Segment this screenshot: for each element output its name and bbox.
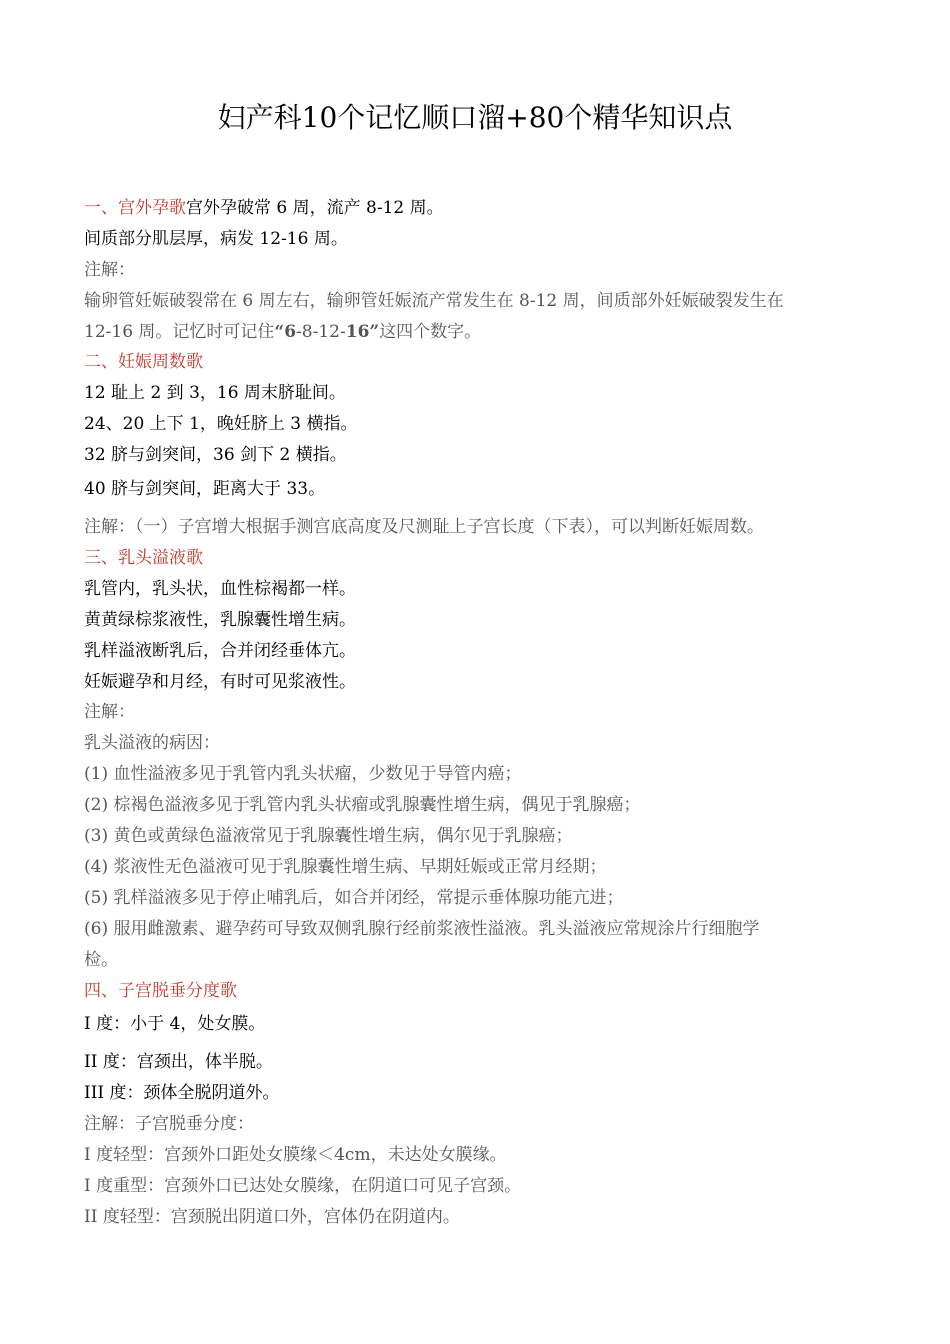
bold-number-16: 16 xyxy=(345,322,370,342)
section-2-verse-line-3: 32 脐与剑突间，36 剑下 2 横指。 xyxy=(84,445,347,465)
section-2-verse-line-4: 40 脐与剑突间，距离大于 33。 xyxy=(84,479,326,499)
quote-close: ” xyxy=(369,322,380,342)
section-1-verse-line-2: 间质部分肌层厚，病发 12-16 周。 xyxy=(84,229,348,249)
section-1-heading: 一、宫外孕歌 xyxy=(84,198,186,218)
note-text-a: 12-16 周。记忆时可记住 xyxy=(84,322,275,342)
cause-list-item-5: (5) 乳样溢液多见于停止哺乳后，如合并闭经，常提示垂体腺功能亢进； xyxy=(84,888,624,908)
cause-list-item-3: (3) 黄色或黄绿色溢液常见于乳腺囊性增生病，偶尔见于乳腺癌； xyxy=(84,826,573,846)
cause-list-item-4: (4) 浆液性无色溢液可见于乳腺囊性增生病、早期妊娠或正常月经期； xyxy=(84,857,607,877)
cause-list-item-6-continued: 检。 xyxy=(84,950,118,970)
section-1-verse-line-1 xyxy=(84,196,864,220)
section-2-verse-line-1: 12 耻上 2 到 3，16 周末脐耻间。 xyxy=(84,383,346,403)
section-1-note-line-1: 输卵管妊娠破裂常在 6 周左右，输卵管妊娠流产常发生在 8-12 周，间质部外妊娠破裂发生在 xyxy=(84,291,784,311)
quote-open: “ xyxy=(274,322,285,342)
section-2-verse-line-2: 24、20 上下 1，晚妊脐上 3 横指。 xyxy=(84,414,358,434)
section-3-verse-line-2: 黄黄绿棕浆液性，乳腺囊性增生病。 xyxy=(84,610,356,630)
note-text-c: 这四个数字。 xyxy=(379,322,482,342)
section-4-verse-line-1: I 度：小于 4，处女膜。 xyxy=(84,1014,266,1034)
section-3-verse-line-1: 乳管内，乳头状，血性棕褐都一样。 xyxy=(84,579,356,599)
section-1-verse-text-1: 宫外孕破常 6 周，流产 8-12 周。 xyxy=(186,198,444,218)
section-3-heading: 三、乳头溢液歌 xyxy=(84,548,203,568)
section-3-verse-line-4: 妊娠避孕和月经，有时可见浆液性。 xyxy=(84,672,356,692)
section-1-note-label: 注解： xyxy=(84,260,135,280)
section-3-note-label: 注解： xyxy=(84,702,135,722)
section-3-verse-line-3: 乳样溢液断乳后，合并闭经垂体亢。 xyxy=(84,641,356,661)
section-4-verse-line-2: II 度：宫颈出，体半脱。 xyxy=(84,1052,273,1072)
cause-list-item-1: (1) 血性溢液多见于乳管内乳头状瘤，少数见于导管内癌； xyxy=(84,764,522,784)
section-4-heading: 四、子宫脱垂分度歌 xyxy=(84,981,237,1001)
cause-list-item-2: (2) 棕褐色溢液多见于乳管内乳头状瘤或乳腺囊性增生病，偶见于乳腺癌； xyxy=(84,795,641,815)
section-1-note-line-2 xyxy=(84,320,864,344)
bold-number-6: 6 xyxy=(284,322,297,342)
section-4-note: 注解：子宫脱垂分度： xyxy=(84,1114,254,1134)
page-title: 妇产科10个记忆顺口溜+80个精华知识点 xyxy=(217,101,733,134)
cause-list-item-6: (6) 服用雌激素、避孕药可导致双侧乳腺行经前浆液性溢液。乳头溢液应常规涂片行细胞学 xyxy=(84,919,760,939)
section-2-heading: 二、妊娠周数歌 xyxy=(84,352,203,372)
section-4-note-line-3: II 度轻型：宫颈脱出阴道口外，宫体仍在阴道内。 xyxy=(84,1207,460,1227)
section-3-cause-heading: 乳头溢液的病因： xyxy=(84,733,220,753)
section-2-note: 注解：（一）子宫增大根据手测宫底高度及尺测耻上子宫长度（下表），可以判断妊娠周数。 xyxy=(84,517,764,537)
section-4-note-line-2: I 度重型：宫颈外口已达处女膜缘，在阴道口可见子宫颈。 xyxy=(84,1176,522,1196)
section-4-verse-line-3: III 度：颈体全脱阴道外。 xyxy=(84,1083,280,1103)
section-4-note-line-1: I 度轻型：宫颈外口距处女膜缘＜4cm，未达处女膜缘。 xyxy=(84,1145,507,1165)
note-number-mid: -8-12- xyxy=(296,322,346,342)
